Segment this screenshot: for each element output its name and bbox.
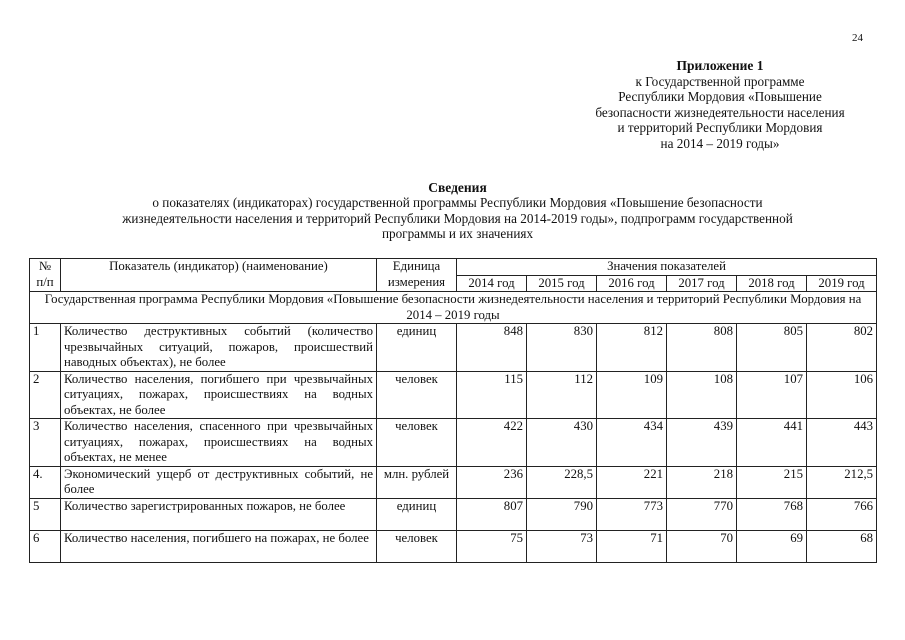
- row-value: 212,5: [807, 466, 877, 498]
- row-unit: человек: [377, 419, 457, 467]
- heading-line: программы и их значениях: [381, 226, 534, 242]
- header-year: 2015 год: [527, 275, 597, 292]
- row-value: 218: [667, 466, 737, 498]
- row-value: 434: [597, 419, 667, 467]
- row-value: 807: [457, 498, 527, 530]
- header-unit-line1: Единица: [392, 259, 441, 273]
- header-unit-line2: измерения: [387, 274, 446, 289]
- row-num: 6: [30, 530, 61, 562]
- document-heading: [30, 180, 885, 242]
- row-unit: человек: [377, 530, 457, 562]
- program-row: [30, 292, 877, 324]
- header-year: 2018 год: [737, 275, 807, 292]
- row-value: 848: [457, 324, 527, 372]
- row-num: 1: [30, 324, 61, 372]
- row-unit: единиц: [377, 498, 457, 530]
- header-year: 2017 год: [667, 275, 737, 292]
- row-num: 3: [30, 419, 61, 467]
- row-value: 107: [737, 371, 807, 419]
- header-unit: [377, 259, 457, 292]
- row-value: 71: [597, 530, 667, 562]
- program-title: Государственная программа Республики Мордовия «Повышение безопасности жизнедеятельности населения и территорий Республики Мордовия на 2014 – 2019 годы: [30, 292, 877, 324]
- row-unit: млн. рублей: [377, 466, 457, 498]
- header-num: [30, 259, 61, 292]
- row-indicator-name: Количество населения, погибшего на пожарах, не более: [61, 530, 377, 562]
- row-value: 70: [667, 530, 737, 562]
- row-indicator-name: Количество зарегистрированных пожаров, не более: [61, 498, 377, 530]
- heading-line: о показателях (индикаторах) государственной программы Республики Мордовия «Повышение безопасности: [152, 195, 763, 211]
- row-value: 69: [737, 530, 807, 562]
- row-value: 106: [807, 371, 877, 419]
- row-num: 5: [30, 498, 61, 530]
- row-num: 4.: [30, 466, 61, 498]
- appendix-title: Приложение 1: [676, 58, 764, 73]
- table-row: [30, 498, 877, 530]
- row-value: 766: [807, 498, 877, 530]
- table-row: [30, 530, 877, 562]
- header-num-line1: №: [38, 259, 52, 273]
- row-value: 109: [597, 371, 667, 419]
- row-value: 441: [737, 419, 807, 467]
- row-value: 430: [527, 419, 597, 467]
- row-value: 439: [667, 419, 737, 467]
- row-value: 770: [667, 498, 737, 530]
- row-value: 805: [737, 324, 807, 372]
- appendix-line: безопасности жизнедеятельности населения: [595, 104, 845, 120]
- header-values-group: Значения показателей: [457, 259, 877, 276]
- appendix-line: на 2014 – 2019 годы»: [660, 135, 780, 151]
- row-value: 75: [457, 530, 527, 562]
- row-value: 808: [667, 324, 737, 372]
- row-num: 2: [30, 371, 61, 419]
- row-value: 443: [807, 419, 877, 467]
- header-num-line2: п/п: [36, 274, 54, 289]
- table-row: [30, 466, 877, 498]
- header-year: 2019 год: [807, 275, 877, 292]
- row-value: 422: [457, 419, 527, 467]
- row-value: 768: [737, 498, 807, 530]
- page-number: 24: [852, 32, 863, 44]
- row-value: 236: [457, 466, 527, 498]
- table-header-row: [30, 259, 877, 276]
- row-value: 228,5: [527, 466, 597, 498]
- row-value: 802: [807, 324, 877, 372]
- row-value: 108: [667, 371, 737, 419]
- heading-line: жизнедеятельности населения и территорий Республики Мордовия на 2014-2019 годы», подпрограмм государственной: [122, 210, 793, 226]
- header-year: 2014 год: [457, 275, 527, 292]
- header-year: 2016 год: [597, 275, 667, 292]
- row-indicator-name: Экономический ущерб от деструктивных событий, не более: [61, 466, 377, 498]
- row-value: 773: [597, 498, 667, 530]
- row-value: 790: [527, 498, 597, 530]
- heading-title: Сведения: [428, 180, 487, 195]
- row-indicator-name: Количество населения, спасенного при чрезвычайных ситуациях, пожарах, происшествиях на водных объектах, не менее: [61, 419, 377, 467]
- appendix-line: к Государственной программе: [635, 73, 805, 89]
- table-row: [30, 419, 877, 467]
- appendix-line: Республики Мордовия «Повышение: [618, 89, 822, 105]
- table-row: [30, 324, 877, 372]
- row-value: 221: [597, 466, 667, 498]
- row-value: 215: [737, 466, 807, 498]
- row-value: 812: [597, 324, 667, 372]
- row-value: 68: [807, 530, 877, 562]
- header-indicator: Показатель (индикатор) (наименование): [61, 259, 377, 292]
- row-value: 830: [527, 324, 597, 372]
- indicators-table: [29, 258, 877, 563]
- table-row: [30, 371, 877, 419]
- row-indicator-name: Количество населения, погибшего при чрезвычайных ситуациях, пожарах, происшествиях на водных объектах, не более: [61, 371, 377, 419]
- row-indicator-name: Количество деструктивных событий (количество чрезвычайных ситуаций, пожаров, происшествий наводных объектах), не более: [61, 324, 377, 372]
- row-unit: единиц: [377, 324, 457, 372]
- row-value: 112: [527, 371, 597, 419]
- appendix-line: и территорий Республики Мордовия: [617, 120, 823, 136]
- row-value: 73: [527, 530, 597, 562]
- appendix-block: [570, 58, 870, 152]
- row-value: 115: [457, 371, 527, 419]
- row-unit: человек: [377, 371, 457, 419]
